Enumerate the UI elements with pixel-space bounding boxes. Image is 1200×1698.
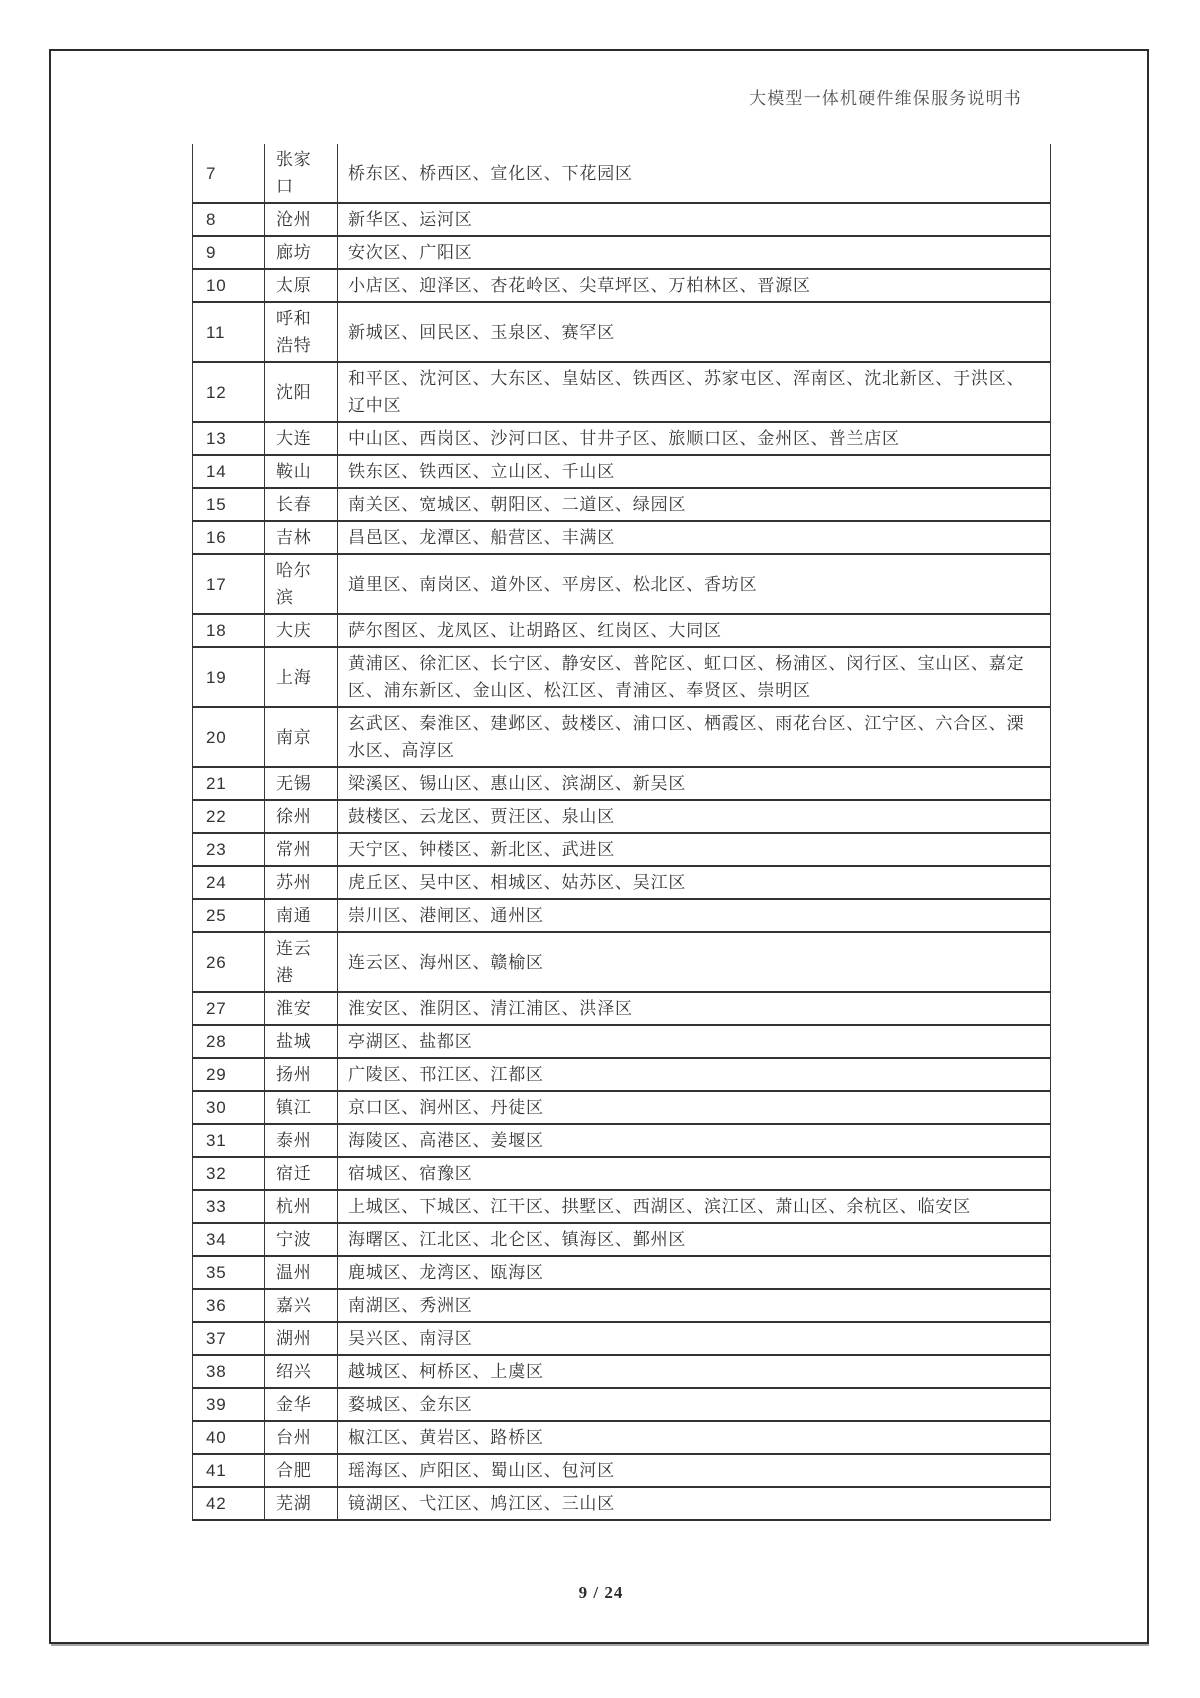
row-number-cell: 28 — [193, 1025, 265, 1058]
districts-cell: 瑶海区、庐阳区、蜀山区、包河区 — [338, 1454, 1051, 1487]
row-number-cell: 23 — [193, 833, 265, 866]
city-cell: 呼和浩特 — [265, 302, 338, 362]
table-row — [193, 932, 1051, 992]
city-cell: 绍兴 — [265, 1355, 338, 1388]
table-row — [193, 1421, 1051, 1454]
city-districts-table-body — [193, 144, 1051, 1520]
table-row — [193, 866, 1051, 899]
table-row — [193, 1223, 1051, 1256]
districts-cell: 鼓楼区、云龙区、贾汪区、泉山区 — [338, 800, 1051, 833]
districts-cell: 连云区、海州区、赣榆区 — [338, 932, 1051, 992]
table-row — [193, 1388, 1051, 1421]
table-row — [193, 1256, 1051, 1289]
city-cell: 温州 — [265, 1256, 338, 1289]
city-cell: 淮安 — [265, 992, 338, 1025]
row-number-cell: 33 — [193, 1190, 265, 1223]
districts-cell: 新华区、运河区 — [338, 203, 1051, 236]
districts-cell: 宿城区、宿豫区 — [338, 1157, 1051, 1190]
districts-cell: 椒江区、黄岩区、路桥区 — [338, 1421, 1051, 1454]
city-cell: 金华 — [265, 1388, 338, 1421]
table-row — [193, 302, 1051, 362]
table-row — [193, 1487, 1051, 1520]
districts-cell: 镜湖区、弋江区、鸠江区、三山区 — [338, 1487, 1051, 1520]
districts-cell: 新城区、回民区、玉泉区、赛罕区 — [338, 302, 1051, 362]
city-cell: 合肥 — [265, 1454, 338, 1487]
row-number-cell: 26 — [193, 932, 265, 992]
city-cell: 嘉兴 — [265, 1289, 338, 1322]
row-number-cell: 40 — [193, 1421, 265, 1454]
districts-cell: 淮安区、淮阴区、清江浦区、洪泽区 — [338, 992, 1051, 1025]
row-number-cell: 17 — [193, 554, 265, 614]
row-number-cell: 19 — [193, 647, 265, 707]
city-cell: 张家口 — [265, 144, 338, 203]
districts-cell: 海陵区、高港区、姜堰区 — [338, 1124, 1051, 1157]
document-header-title: 大模型一体机硬件维保服务说明书 — [749, 89, 1022, 108]
table-row — [193, 767, 1051, 800]
row-number-cell: 25 — [193, 899, 265, 932]
city-cell: 镇江 — [265, 1091, 338, 1124]
city-cell: 泰州 — [265, 1124, 338, 1157]
page-number: 9 / 24 — [578, 1583, 624, 1602]
districts-cell: 道里区、南岗区、道外区、平房区、松北区、香坊区 — [338, 554, 1051, 614]
city-cell: 扬州 — [265, 1058, 338, 1091]
city-districts-table — [192, 144, 1051, 1521]
city-cell: 苏州 — [265, 866, 338, 899]
row-number-cell: 39 — [193, 1388, 265, 1421]
row-number-cell: 12 — [193, 362, 265, 422]
table-row — [193, 614, 1051, 647]
table-row — [193, 1091, 1051, 1124]
city-cell: 大庆 — [265, 614, 338, 647]
city-cell: 沧州 — [265, 203, 338, 236]
districts-cell: 海曙区、江北区、北仑区、镇海区、鄞州区 — [338, 1223, 1051, 1256]
city-cell: 常州 — [265, 833, 338, 866]
table-row — [193, 1124, 1051, 1157]
city-cell: 芜湖 — [265, 1487, 338, 1520]
districts-cell: 虎丘区、吴中区、相城区、姑苏区、吴江区 — [338, 866, 1051, 899]
districts-cell: 婺城区、金东区 — [338, 1388, 1051, 1421]
row-number-cell: 30 — [193, 1091, 265, 1124]
districts-cell: 吴兴区、南浔区 — [338, 1322, 1051, 1355]
table-row — [193, 144, 1051, 203]
table-row — [193, 1322, 1051, 1355]
districts-cell: 安次区、广阳区 — [338, 236, 1051, 269]
city-cell: 连云港 — [265, 932, 338, 992]
districts-cell: 昌邑区、龙潭区、船营区、丰满区 — [338, 521, 1051, 554]
city-cell: 台州 — [265, 1421, 338, 1454]
districts-cell: 崇川区、港闸区、通州区 — [338, 899, 1051, 932]
city-cell: 哈尔滨 — [265, 554, 338, 614]
table-row — [193, 899, 1051, 932]
table-row — [193, 1355, 1051, 1388]
table-row — [193, 1289, 1051, 1322]
districts-cell: 黄浦区、徐汇区、长宁区、静安区、普陀区、虹口区、杨浦区、闵行区、宝山区、嘉定区、浦东新区、金山区、松江区、青浦区、奉贤区、崇明区 — [338, 647, 1051, 707]
table-row — [193, 1157, 1051, 1190]
table-row — [193, 833, 1051, 866]
districts-cell: 小店区、迎泽区、杏花岭区、尖草坪区、万柏林区、晋源区 — [338, 269, 1051, 302]
districts-cell: 萨尔图区、龙凤区、让胡路区、红岗区、大同区 — [338, 614, 1051, 647]
row-number-cell: 13 — [193, 422, 265, 455]
districts-cell: 越城区、柯桥区、上虞区 — [338, 1355, 1051, 1388]
city-cell: 太原 — [265, 269, 338, 302]
table-row — [193, 269, 1051, 302]
districts-cell: 中山区、西岗区、沙河口区、甘井子区、旅顺口区、金州区、普兰店区 — [338, 422, 1051, 455]
city-cell: 宁波 — [265, 1223, 338, 1256]
row-number-cell: 24 — [193, 866, 265, 899]
table-row — [193, 1058, 1051, 1091]
districts-cell: 广陵区、邗江区、江都区 — [338, 1058, 1051, 1091]
row-number-cell: 14 — [193, 455, 265, 488]
city-cell: 廊坊 — [265, 236, 338, 269]
row-number-cell: 36 — [193, 1289, 265, 1322]
districts-cell: 京口区、润州区、丹徒区 — [338, 1091, 1051, 1124]
city-cell: 南京 — [265, 707, 338, 767]
table-row — [193, 236, 1051, 269]
table-row — [193, 521, 1051, 554]
city-cell: 上海 — [265, 647, 338, 707]
table-row — [193, 203, 1051, 236]
row-number-cell: 27 — [193, 992, 265, 1025]
table-row — [193, 1025, 1051, 1058]
row-number-cell: 21 — [193, 767, 265, 800]
row-number-cell: 38 — [193, 1355, 265, 1388]
districts-cell: 铁东区、铁西区、立山区、千山区 — [338, 455, 1051, 488]
districts-cell: 南关区、宽城区、朝阳区、二道区、绿园区 — [338, 488, 1051, 521]
row-number-cell: 20 — [193, 707, 265, 767]
row-number-cell: 7 — [193, 144, 265, 203]
row-number-cell: 31 — [193, 1124, 265, 1157]
row-number-cell: 32 — [193, 1157, 265, 1190]
table-row — [193, 362, 1051, 422]
row-number-cell: 42 — [193, 1487, 265, 1520]
row-number-cell: 15 — [193, 488, 265, 521]
city-cell: 杭州 — [265, 1190, 338, 1223]
districts-cell: 天宁区、钟楼区、新北区、武进区 — [338, 833, 1051, 866]
city-cell: 鞍山 — [265, 455, 338, 488]
table-row — [193, 488, 1051, 521]
row-number-cell: 22 — [193, 800, 265, 833]
table-row — [193, 707, 1051, 767]
table-row — [193, 647, 1051, 707]
city-cell: 无锡 — [265, 767, 338, 800]
districts-cell: 桥东区、桥西区、宣化区、下花园区 — [338, 144, 1051, 203]
city-cell: 南通 — [265, 899, 338, 932]
row-number-cell: 10 — [193, 269, 265, 302]
table-row — [193, 422, 1051, 455]
row-number-cell: 37 — [193, 1322, 265, 1355]
districts-cell: 南湖区、秀洲区 — [338, 1289, 1051, 1322]
districts-cell: 亭湖区、盐都区 — [338, 1025, 1051, 1058]
city-cell: 湖州 — [265, 1322, 338, 1355]
city-cell: 盐城 — [265, 1025, 338, 1058]
city-cell: 大连 — [265, 422, 338, 455]
districts-cell: 鹿城区、龙湾区、瓯海区 — [338, 1256, 1051, 1289]
city-cell: 长春 — [265, 488, 338, 521]
table-row — [193, 1454, 1051, 1487]
city-cell: 吉林 — [265, 521, 338, 554]
table-row — [193, 800, 1051, 833]
row-number-cell: 9 — [193, 236, 265, 269]
districts-cell: 玄武区、秦淮区、建邺区、鼓楼区、浦口区、栖霞区、雨花台区、江宁区、六合区、溧水区、高淳区 — [338, 707, 1051, 767]
districts-cell: 和平区、沈河区、大东区、皇姑区、铁西区、苏家屯区、浑南区、沈北新区、于洪区、辽中区 — [338, 362, 1051, 422]
districts-cell: 上城区、下城区、江干区、拱墅区、西湖区、滨江区、萧山区、余杭区、临安区 — [338, 1190, 1051, 1223]
row-number-cell: 11 — [193, 302, 265, 362]
row-number-cell: 18 — [193, 614, 265, 647]
row-number-cell: 16 — [193, 521, 265, 554]
row-number-cell: 29 — [193, 1058, 265, 1091]
table-row — [193, 455, 1051, 488]
districts-cell: 梁溪区、锡山区、惠山区、滨湖区、新吴区 — [338, 767, 1051, 800]
table-row — [193, 1190, 1051, 1223]
row-number-cell: 8 — [193, 203, 265, 236]
row-number-cell: 35 — [193, 1256, 265, 1289]
row-number-cell: 34 — [193, 1223, 265, 1256]
row-number-cell: 41 — [193, 1454, 265, 1487]
city-cell: 徐州 — [265, 800, 338, 833]
city-cell: 沈阳 — [265, 362, 338, 422]
table-row — [193, 554, 1051, 614]
city-cell: 宿迁 — [265, 1157, 338, 1190]
table-row — [193, 992, 1051, 1025]
